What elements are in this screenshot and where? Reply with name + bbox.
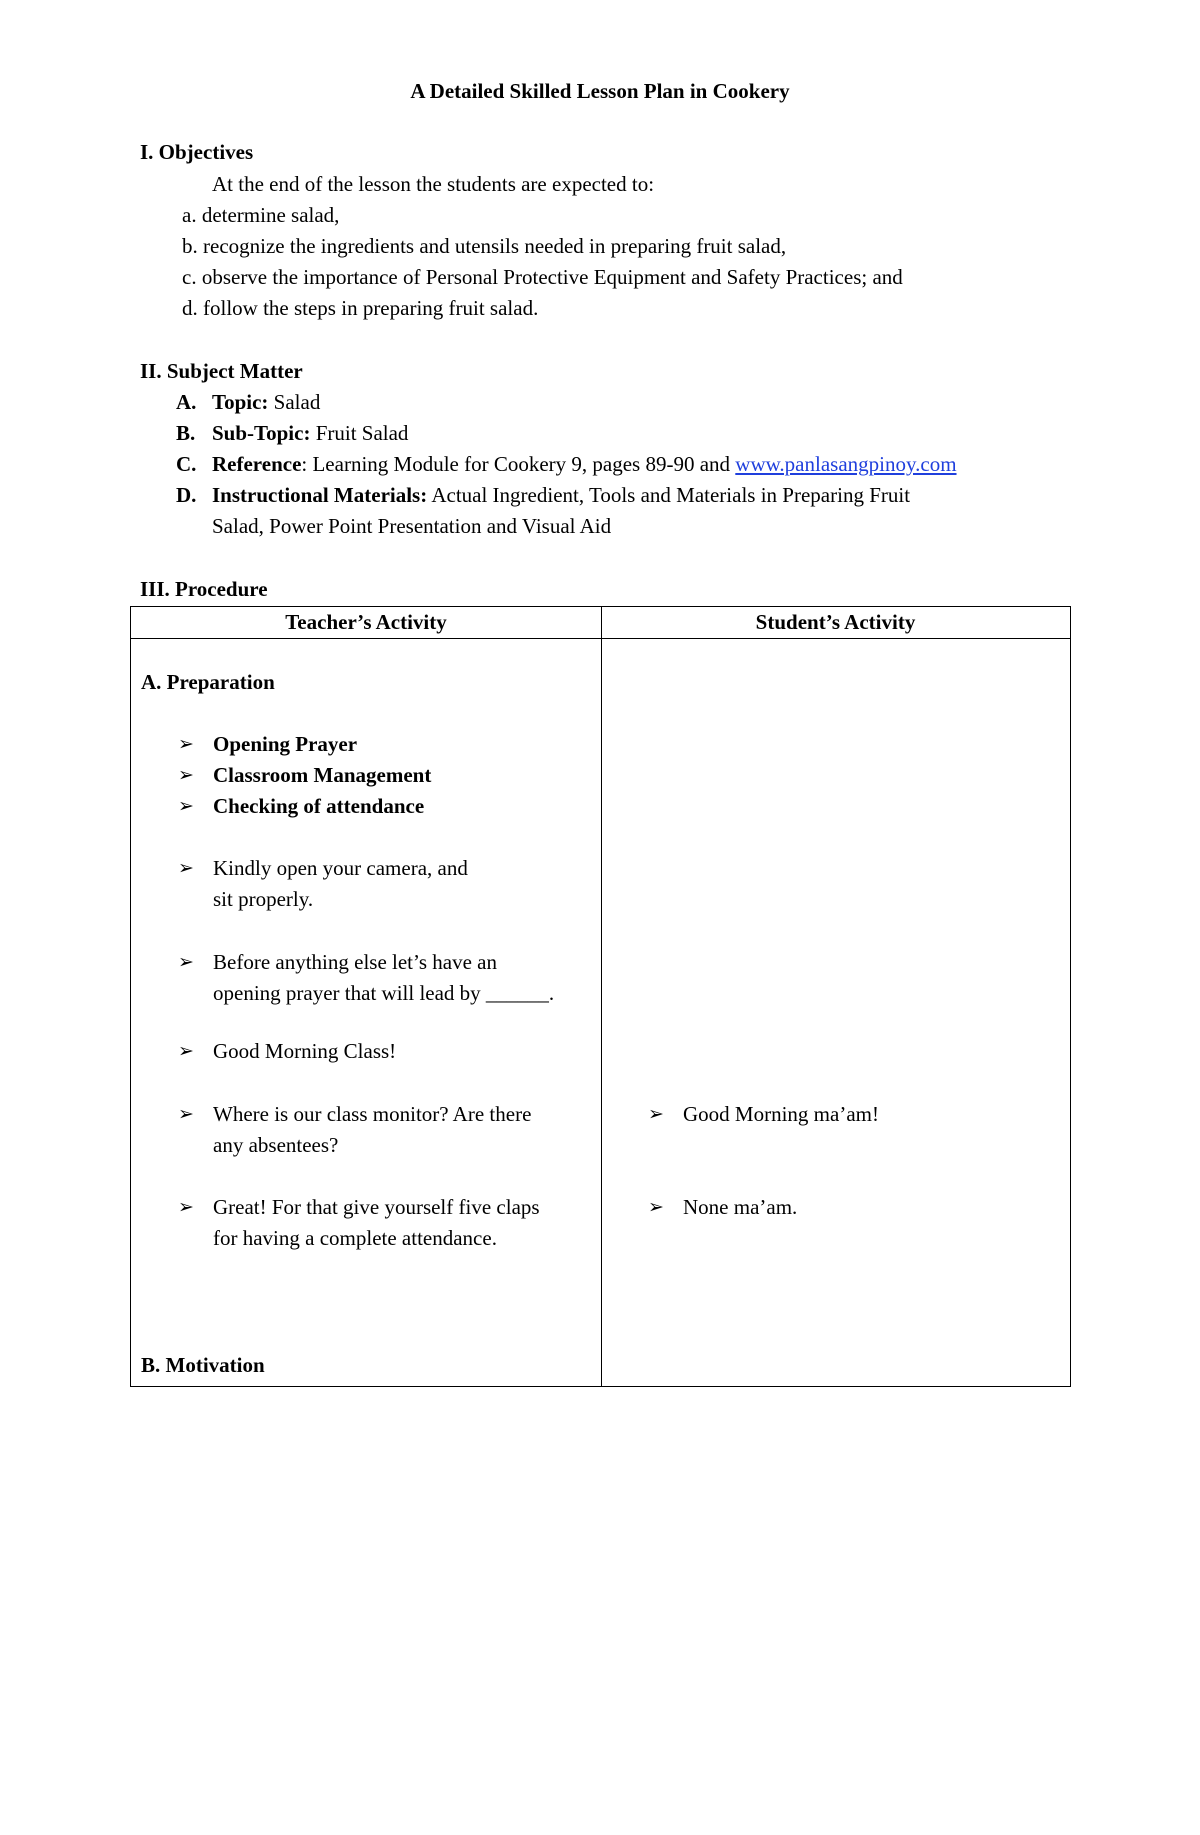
- document-title: A Detailed Skilled Lesson Plan in Cookery: [410, 79, 790, 103]
- objective-item: a. determine salad,: [182, 203, 340, 227]
- preparation-heading: A. Preparation: [141, 670, 275, 694]
- teacher-item-line: Great! For that give yourself five claps: [213, 1195, 540, 1219]
- procedure-heading: III. Procedure: [140, 577, 268, 601]
- subtopic-label: Sub-Topic:: [212, 421, 311, 445]
- arrow-bullet-icon: ➢: [648, 1197, 664, 1218]
- materials-letter: D.: [176, 483, 197, 507]
- materials-value-continued: Salad, Power Point Presentation and Visual Aid: [212, 514, 612, 538]
- objective-item: b. recognize the ingredients and utensils needed in preparing fruit salad,: [182, 234, 787, 258]
- topic-label: Topic:: [212, 390, 269, 414]
- teacher-item-line: any absentees?: [213, 1133, 339, 1157]
- arrow-bullet-icon: ➢: [178, 1041, 194, 1062]
- teacher-activity-header: Teacher’s Activity: [285, 610, 447, 634]
- objectives-heading: I. Objectives: [140, 140, 254, 164]
- teacher-item-line: opening prayer that will lead by ______.: [213, 981, 555, 1005]
- subject-matter-heading: II. Subject Matter: [140, 359, 303, 383]
- topic-line: [212, 388, 320, 416]
- arrow-bullet-icon: ➢: [178, 1104, 194, 1125]
- reference-line: [212, 450, 957, 478]
- student-activity-header: Student’s Activity: [755, 610, 916, 634]
- objective-item: c. observe the importance of Personal Protective Equipment and Safety Practices; and: [182, 265, 903, 289]
- arrow-bullet-icon: ➢: [178, 952, 194, 973]
- materials-label: Instructional Materials:: [212, 483, 428, 507]
- objectives-intro: At the end of the lesson the students are expected to:: [212, 172, 655, 196]
- subtopic-line: [212, 419, 408, 447]
- reference-label: Reference: [212, 452, 302, 476]
- classroom-management-item: Classroom Management: [213, 763, 432, 787]
- reference-letter: C.: [176, 452, 197, 476]
- objective-item: d. follow the steps in preparing fruit salad.: [182, 296, 539, 320]
- checking-attendance-item: Checking of attendance: [213, 794, 425, 818]
- opening-prayer-item: Opening Prayer: [213, 732, 358, 756]
- motivation-heading: B. Motivation: [141, 1353, 265, 1377]
- teacher-item-line: for having a complete attendance.: [213, 1226, 497, 1250]
- teacher-item-line: Where is our class monitor? Are there: [213, 1102, 532, 1126]
- arrow-bullet-icon: ➢: [178, 858, 194, 879]
- teacher-item-line: Good Morning Class!: [213, 1039, 397, 1063]
- student-item-line: None ma’am.: [683, 1195, 798, 1219]
- procedure-table: [130, 606, 1071, 1387]
- reference-value: : Learning Module for Cookery 9, pages 89-90 and: [301, 452, 736, 476]
- reference-link[interactable]: www.panlasangpinoy.com: [735, 452, 957, 476]
- materials-value: Actual Ingredient, Tools and Materials in Preparing Fruit: [431, 483, 911, 507]
- arrow-bullet-icon: ➢: [178, 796, 194, 817]
- arrow-bullet-icon: ➢: [178, 1197, 194, 1218]
- teacher-item-line: Before anything else let’s have an: [213, 950, 497, 974]
- subtopic-value: Fruit Salad: [315, 421, 409, 445]
- topic-value: Salad: [273, 390, 321, 414]
- arrow-bullet-icon: ➢: [178, 734, 194, 755]
- teacher-item-line: Kindly open your camera, and: [213, 856, 468, 880]
- topic-letter: A.: [176, 390, 197, 414]
- subtopic-letter: B.: [176, 421, 196, 445]
- materials-line: [212, 481, 910, 509]
- table-column-divider: [601, 607, 602, 1386]
- student-item-line: Good Morning ma’am!: [683, 1102, 879, 1126]
- arrow-bullet-icon: ➢: [648, 1104, 664, 1125]
- teacher-item-line: sit properly.: [213, 887, 314, 911]
- arrow-bullet-icon: ➢: [178, 765, 194, 786]
